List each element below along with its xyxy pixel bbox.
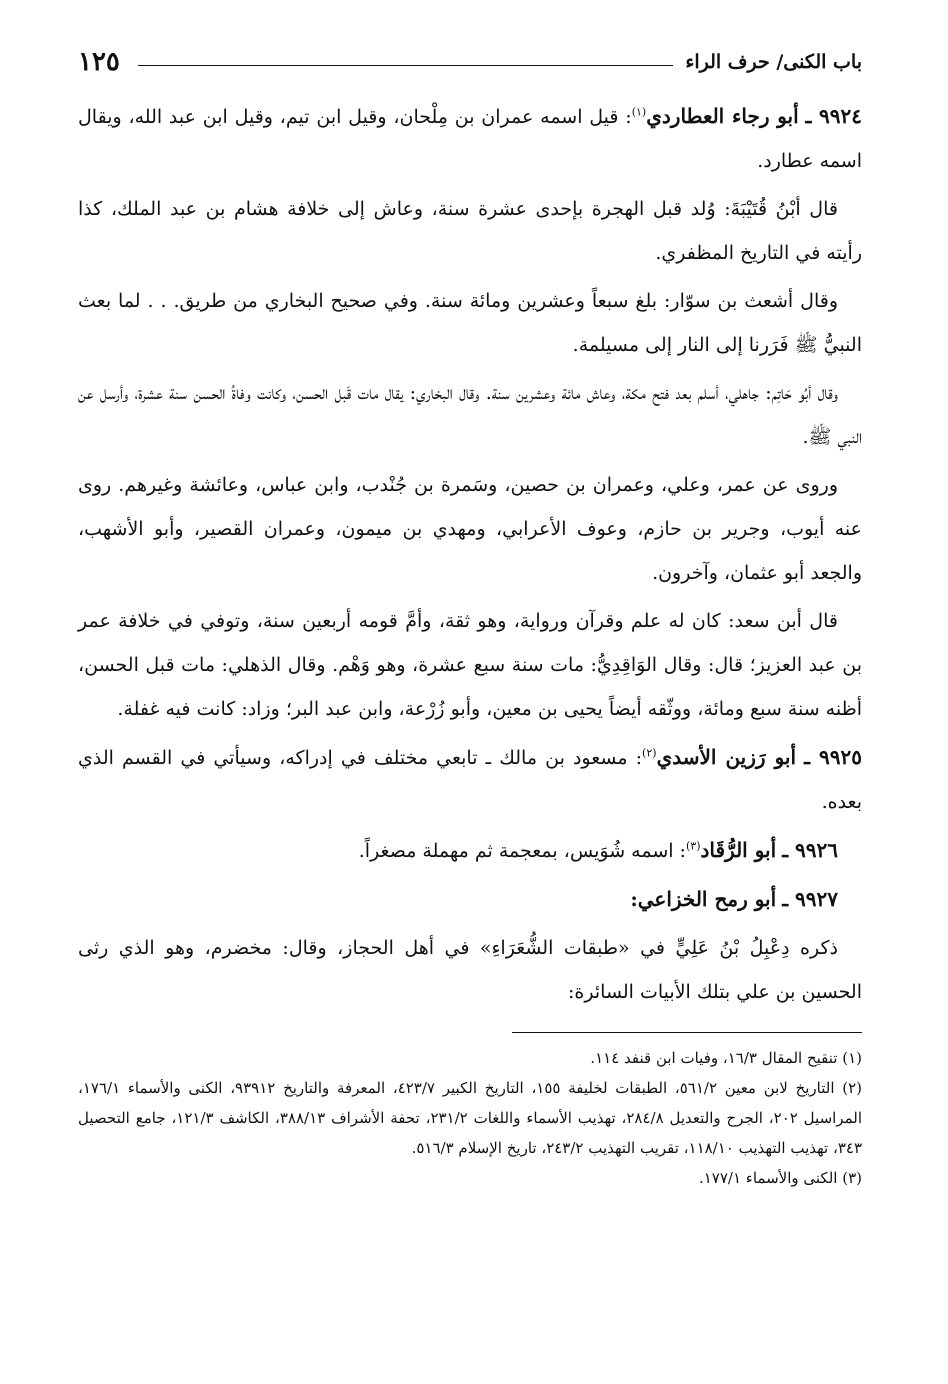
- paragraph: قال أبْنُ قُتَيْبَةَ: وُلد قبل الهجرة بإحدى عشرة سنة، وعاش إلى خلافة هشام بن عبد الملك، كذا رأيته في التاريخ المظفري.: [78, 198, 862, 264]
- entry-9925: [78, 735, 862, 824]
- paragraph: وقال أبُو حَاتِم: جاهلي، أسلم بعد فتح مكة، وعاش مائة وعشرين سنة. وقال البخاري: يقال مات قَبل الحسن، وكانت وفاةُ الحسن سنة عشرة، وأرسل عن النبي ﷺ.: [78, 382, 862, 448]
- paragraph: وقال أشعث بن سوّار: بلغ سبعاً وعشرين ومائة سنة. وفي صحيح البخاري من طريق. . . لما بعث النبيُّ ﷺ فَرَرنا إلى النار إلى مسيلمة.: [78, 290, 862, 356]
- footnote-separator: [512, 1032, 862, 1033]
- footnote-ref: (١): [631, 105, 647, 119]
- entry-9926: [78, 828, 862, 873]
- footnote-ref: (٣): [685, 839, 701, 853]
- entry-number: ٩٩٢٧ ـ: [782, 887, 838, 911]
- entry-number: ٩٩٢٤ ـ: [805, 104, 862, 128]
- footnote-ref: (٢): [642, 746, 657, 760]
- footnote: (١) تنقيح المقال ١٦/٣، وفيات ابن قنفد ١١٤.: [590, 1049, 862, 1067]
- entry-text: : اسمه شُوَيس، بمعجمة ثم مهملة مصغراً.: [358, 840, 686, 862]
- footnote: (٢) التاريخ لابن معين ٥٦١/٢، الطبقات لخليفة ١٥٥، التاريخ الكبير ٤٢٣/٧، المعرفة والتاريخ ٩٣٩١٢، الكنى والأسماء ١٧٦/١، المراسيل ٢٠٢، الجرح والتعديل ٢٨٤/٨، تهذيب الأسماء واللغات ٢٣١/٢، تحفة الأشراف ٣٨٨/١٣، الكاشف ١٢١/٣، جامع التحصيل ٣٤٣، تهذيب التهذيب ١١٨/١٠، تقريب التهذيب ٢٤٣/٢، تاريخ الإسلام ٥١٦/٣.: [78, 1079, 863, 1157]
- page-body: [78, 94, 862, 1014]
- header-rule: [138, 65, 674, 66]
- entry-name: أبو الرُّقَاد: [700, 838, 777, 862]
- paragraph: وروى عن عمر، وعلي، وعمران بن حصين، وسَمرة بن جُنْدب، وابن عباس، وعائشة وغيرهم. روى عنه أيوب، وجرير بن حازم، وعوف الأعرابي، ومهدي بن ميمون، وعمران القصير، وأبو الأشهب، والجعد أبو عثمان، وآخرون.: [78, 474, 862, 584]
- entry-name: أبو رمح الخزاعي:: [630, 887, 777, 911]
- running-title: باب الكنى/ حرف الراء: [685, 51, 862, 73]
- entry-name: أبو رَزين الأسدي: [656, 745, 797, 769]
- paragraph: قال أبن سعد: كان له علم وقرآن ورواية، وهو ثقة، وأمَّ قومه أربعين سنة، وتوفي في خلافة عمر بن عبد العزيز؛ قال: وقال الوَاقِدِيُّ: مات سنة سبع عشرة، وهو وَهْم. وقال الذهلي: مات قبل الحسن، أظنه سنة سبع ومائة، ووثّقه أيضاً يحيى بن معين، وأبو زُرْعة، وابن عبد البر؛ وزاد: كانت فيه غفلة.: [78, 610, 862, 720]
- entry-text: : مسعود بن مالك ـ تابعي مختلف في إدراكه، وسيأتي في القسم الذي بعده.: [78, 747, 862, 813]
- page-header: [78, 40, 862, 84]
- entry-name: أبو رجاء العطاردي: [646, 104, 799, 128]
- entry-text: : قيل اسمه عمران بن مِلْحان، وقيل ابن تيم، وقيل ابن عبد الله، ويقال اسمه عطارد.: [78, 106, 862, 172]
- page-number: ١٢٥: [78, 47, 120, 77]
- entry-9924: [78, 94, 862, 183]
- entry-number: ٩٩٢٦ ـ: [782, 838, 838, 862]
- entry-number: ٩٩٢٥ ـ: [804, 745, 863, 769]
- paragraph: ذكره دِعْبِلُ بْنُ عَلِيٍّ في «طبقات الشُّعَرَاءِ» في أهل الحجاز، وقال: مخضرم، وهو الذي رثى الحسين بن علي بتلك الأبيات السائرة:: [78, 937, 862, 1003]
- footnotes: [78, 1043, 862, 1193]
- entry-9927: [78, 877, 862, 922]
- book-page: [78, 40, 862, 1344]
- footnote: (٣) الكنى والأسماء ١٧٧/١.: [698, 1169, 862, 1187]
